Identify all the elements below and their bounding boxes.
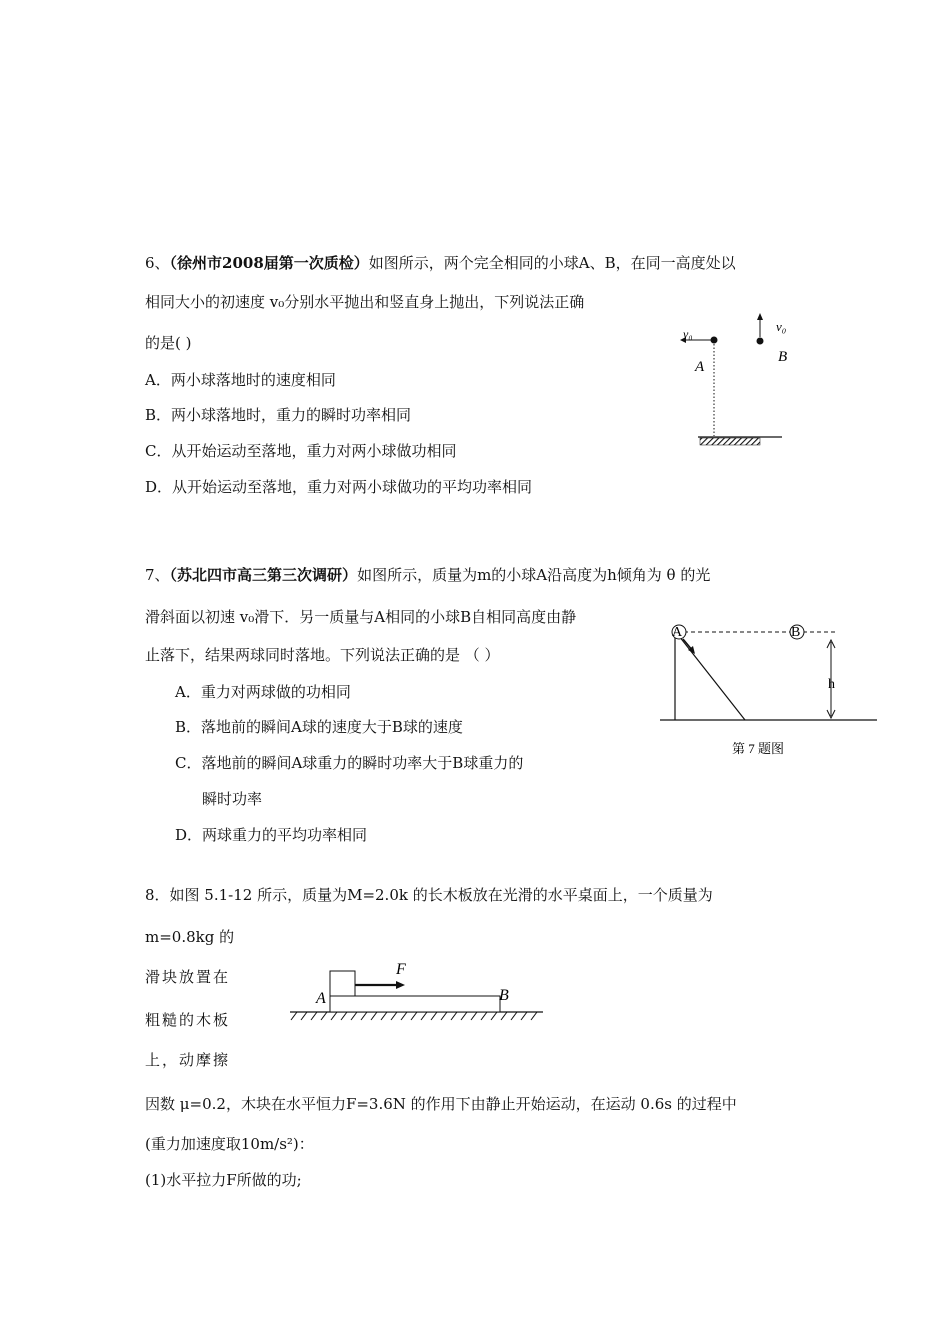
q8-line2: m=0.8kg 的	[145, 928, 235, 946]
q6-option-b: B．两小球落地时，重力的瞬时功率相同	[145, 406, 412, 424]
q7-option-d: D．两球重力的平均功率相同	[175, 826, 368, 844]
q6-source: （徐州市2008届第一次质检）	[169, 254, 369, 272]
q6-number: 6、	[145, 254, 170, 272]
q7-label-h: h	[828, 677, 835, 692]
q7-figure	[655, 618, 885, 768]
q8-board	[330, 996, 500, 1012]
q8-line1: 8．如图 5.1-12 所示，质量为M=2.0k 的长木板放在光滑的水平桌面上，一个质量为	[145, 886, 713, 904]
q8-line4: 粗糙的木板	[145, 1011, 231, 1029]
q6-option-c: C．从开始运动至落地，重力对两小球做功相同	[145, 442, 457, 460]
q7-source: （苏北四市高三第三次调研）	[169, 566, 358, 584]
q8-block	[330, 971, 355, 996]
q7-incline-slope	[679, 636, 745, 720]
q8-label-a: A	[316, 990, 326, 1007]
q7-option-a: A．重力对两球做的功相同	[175, 683, 351, 701]
q6-option-a: A．两小球落地时的速度相同	[145, 371, 336, 389]
q6-label-v0-right: v₀	[776, 319, 787, 334]
q6-stem-3: 的是( )	[145, 334, 192, 352]
q8-ground-hatch	[291, 1012, 537, 1020]
q7-stem-3: 止落下，结果两球同时落地。下列说法正确的是 （ ）	[145, 646, 500, 664]
q6-line1	[145, 253, 736, 273]
q8-line6: 因数 μ=0.2，木块在水平恒力F=3.6N 的作用下由静止开始运动，在运动 0.6s 的过程中	[145, 1095, 737, 1113]
q8-figure	[285, 955, 550, 1035]
q7-stem-1: 如图所示，质量为m的小球A沿高度为h倾角为 θ 的光	[357, 566, 711, 584]
q6-ball-a	[711, 337, 718, 344]
q7-label-b: B	[791, 625, 801, 640]
q7-label-a: A	[672, 625, 683, 640]
q7-stem-2: 滑斜面以初速 v₀滑下．另一质量与A相同的小球B自相同高度由静	[145, 608, 577, 626]
q7-option-b: B．落地前的瞬间A球的速度大于B球的速度	[175, 718, 463, 736]
q6-stem-1: 如图所示，两个完全相同的小球A、B，在同一高度处以	[368, 254, 736, 272]
q8-label-b: B	[499, 987, 509, 1004]
q6-option-d: D．从开始运动至落地，重力对两小球做功的平均功率相同	[145, 478, 533, 496]
q8-label-f: F	[396, 961, 406, 978]
q7-option-c: C．落地前的瞬间A球重力的瞬时功率大于B球重力的	[175, 754, 524, 772]
q6-ball-b	[757, 338, 764, 345]
q6-label-b: B	[778, 349, 788, 365]
q8-line7: (重力加速度取10m/s²)：	[145, 1135, 314, 1153]
q8-line5: 上，动摩擦	[145, 1051, 231, 1069]
q6-label-a: A	[695, 359, 705, 375]
q6-ground-hatch	[700, 438, 760, 445]
q6-label-v0-left: v₀	[683, 327, 693, 341]
q7-caption: 第 7 题图	[732, 741, 785, 756]
q8-line3: 滑块放置在	[145, 968, 231, 986]
q7-option-c-cont: 瞬时功率	[202, 790, 263, 808]
q6-stem-2: 相同大小的初速度 v₀分别水平抛出和竖直身上抛出，下列说法正确	[145, 293, 585, 311]
q7-line1	[145, 565, 710, 585]
q6-figure	[670, 305, 800, 455]
q7-number: 7、	[145, 566, 170, 584]
q8-line8: (1)水平拉力F所做的功;	[145, 1171, 302, 1189]
